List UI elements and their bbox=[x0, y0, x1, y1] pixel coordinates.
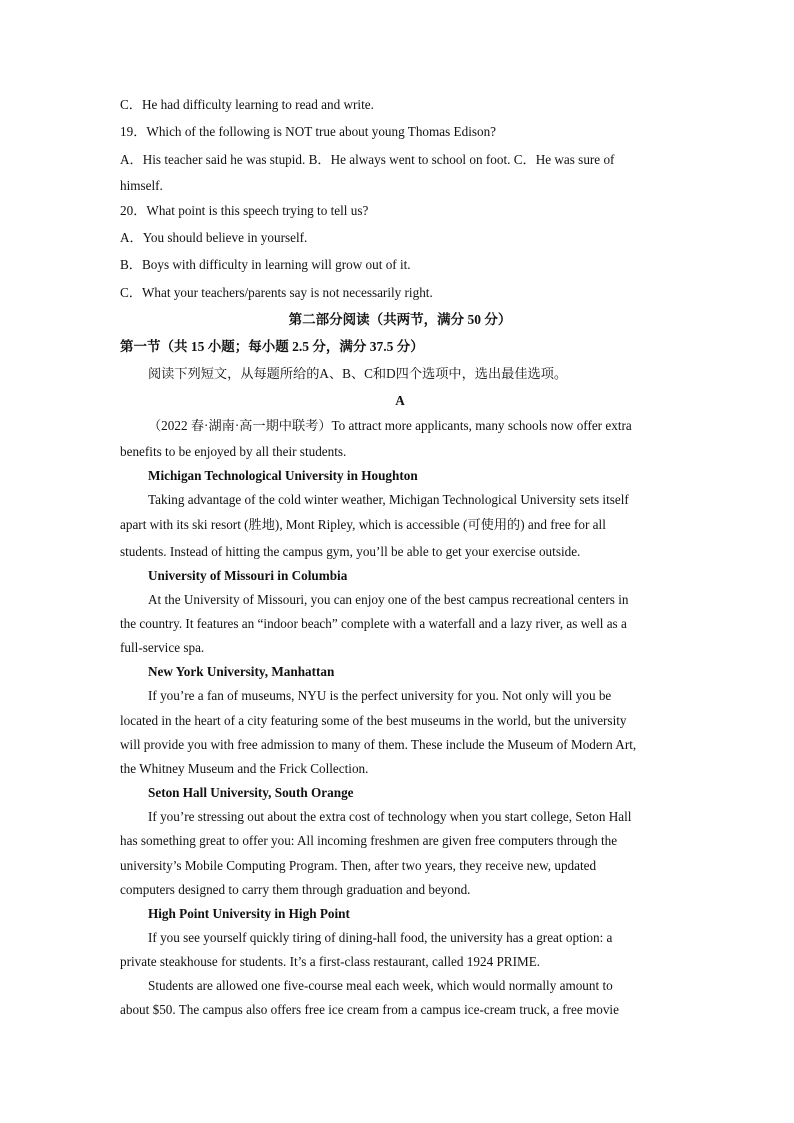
q20-stem: 20．What point is this speech trying to tell us? bbox=[120, 203, 369, 218]
paragraph-seton-hall-line: university’s Mobile Computing Program. Then, after two years, they receive new, updated bbox=[120, 858, 597, 873]
heading-missouri: University of Missouri in Columbia bbox=[148, 568, 348, 583]
q20-option-c: C．What your teachers/parents say is not necessarily right. bbox=[120, 285, 433, 300]
paragraph-students-line: Students are allowed one five-course meal each week, which would normally amount to bbox=[148, 978, 613, 993]
heading-high-point: High Point University in High Point bbox=[148, 906, 350, 921]
passage-label: A bbox=[395, 393, 405, 408]
section1-title: 第一节（共 15 小题；每小题 2.5 分，满分 37.5 分） bbox=[120, 339, 424, 354]
q19-options: A．His teacher said he was stupid. B．He always went to school on foot. C．He was sure of bbox=[120, 152, 615, 167]
paragraph-high-point-line: If you see yourself quickly tiring of dining-hall food, the university has a great option: a bbox=[148, 930, 613, 945]
paragraph-missouri-line: full-service spa. bbox=[120, 640, 205, 655]
paragraph-nyu-line: the Whitney Museum and the Frick Collection. bbox=[120, 761, 369, 776]
passage-intro: （2022 春·湖南·高一期中联考）To attract more applicants, many schools now offer extra bbox=[148, 418, 632, 433]
paragraph-seton-hall-line: has something great to offer you: All incoming freshmen are given free computers through the bbox=[120, 833, 618, 848]
q19-options-continued: himself. bbox=[120, 178, 163, 193]
paragraph-high-point-line: private steakhouse for students. It’s a first-class restaurant, called 1924 PRIME. bbox=[120, 954, 541, 969]
paragraph-seton-hall-line: computers designed to carry them through graduation and beyond. bbox=[120, 882, 471, 897]
q19-stem: 19．Which of the following is NOT true about young Thomas Edison? bbox=[120, 124, 497, 139]
paragraph-michigan-line: students. Instead of hitting the campus gym, you’ll be able to get your exercise outside. bbox=[120, 544, 581, 559]
paragraph-seton-hall-line: If you’re stressing out about the extra cost of technology when you start college, Seton Hall bbox=[148, 809, 632, 824]
passage-intro-continued: benefits to be enjoyed by all their students. bbox=[120, 444, 347, 459]
paragraph-nyu-line: If you’re a fan of museums, NYU is the perfect university for you. Not only will you be bbox=[148, 688, 612, 703]
paragraph-missouri-line: the country. It features an “indoor beach” complete with a waterfall and a lazy river, as well as a bbox=[120, 616, 627, 631]
instruction: 阅读下列短文，从每题所给的A、B、C和D四个选项中，选出最佳选项。 bbox=[148, 366, 568, 381]
q20-option-b: B．Boys with difficulty in learning will grow out of it. bbox=[120, 257, 411, 272]
paragraph-missouri-line: At the University of Missouri, you can enjoy one of the best campus recreational centers in bbox=[148, 592, 629, 607]
part2-title: 第二部分阅读（共两节，满分 50 分） bbox=[288, 312, 512, 327]
q18-option-c: C．He had difficulty learning to read and write. bbox=[120, 97, 374, 112]
heading-nyu: New York University, Manhattan bbox=[148, 664, 335, 679]
paragraph-michigan-line: Taking advantage of the cold winter weather, Michigan Technological University sets itself bbox=[148, 492, 629, 507]
paragraph-nyu-line: located in the heart of a city featuring some of the best museums in the world, but the university bbox=[120, 713, 627, 728]
paragraph-michigan-line: apart with its ski resort (胜地), Mont Ripley, which is accessible (可使用的) and free for all bbox=[120, 517, 606, 532]
q20-option-a: A．You should believe in yourself. bbox=[120, 230, 308, 245]
paragraph-students-line: about $50. The campus also offers free ice cream from a campus ice-cream truck, a free movie bbox=[120, 1002, 619, 1017]
paragraph-nyu-line: will provide you with free admission to many of them. These include the Museum of Modern Art, bbox=[120, 737, 637, 752]
heading-michigan: Michigan Technological University in Houghton bbox=[148, 468, 418, 483]
heading-seton-hall: Seton Hall University, South Orange bbox=[148, 785, 354, 800]
